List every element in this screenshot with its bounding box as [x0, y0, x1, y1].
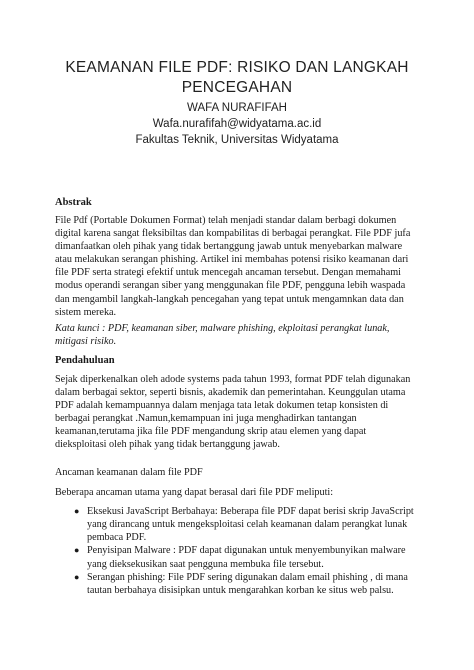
abstract-body: File Pdf (Portable Dokumen Format) telah menjadi standar dalam berbagi dokumen digital karena sangat fleksibiltas dan kompabilitas di berbagai perangkat. File PDF jufa dimanfaatkan oleh pihak yang tidak bertanggung jawab untuk menyebarkan malware atau melakukan serangan phishing. Artikel ini membahas potensi risiko keamanan dari file PDF serta strategi efektif untuk mencegah ancaman tersebut. Dengan memahami modus operandi serangan siber yang menggunakan file PDF, pengguna lebih waspada dan mengambil langkah-langkah pencegahan yang tepat untuk mengamnkan data dan sistem mereka.	[55, 215, 411, 318]
bullet-icon: ●	[74, 545, 80, 556]
threat-item-text: Serangan phishing: File PDF sering digunakan dalam email phishing , di mana tautan berbahaya disisipkan untuk mengarahkan korban ke situs web palsu.	[87, 571, 408, 596]
threats-section	[55, 466, 419, 597]
paper-title-line-1: KEAMANAN FILE PDF: RISIKO DAN LANGKAH	[65, 59, 409, 76]
introduction-body: Sejak diperkenalkan oleh adode systems pada tahun 1993, format PDF telah digunakan dalam berbagai sektor, seperti bisnis, akademik dan pemerintahan. Keunggulan utama PDF adalah kemampuannya dalam menjaga tata letak dokumen tetap konsisten di berbagai perangkat .Namun,kemampuan ini juga menghadirkan tantangan keamanan,terutama jika file PDF mengandung skrip atau elemen yang dapat dieksploitasi oleh pihak yang tidak bertanggung jawab.	[55, 374, 411, 451]
abstract-section	[55, 196, 419, 348]
threat-item-text: Eksekusi JavaScript Berbahaya: Beberapa file PDF dapat berisi skrip JavaScript yang dirancang untuk mengeksploitasi celah keamanan dalam perangkat lunak pembaca PDF.	[87, 506, 414, 544]
paper-header	[40, 58, 434, 148]
list-item	[55, 571, 419, 597]
introduction-section	[55, 354, 419, 452]
paper-title-line-2: PENCEGAHAN	[181, 79, 293, 96]
bullet-icon: ●	[74, 506, 80, 517]
list-item	[55, 544, 419, 570]
abstract-heading: Abstrak	[55, 197, 92, 208]
author-affiliation: Fakultas Teknik, Universitas Widyatama	[135, 134, 339, 146]
threats-list	[55, 505, 419, 597]
author-email: Wafa.nurafifah@widyatama.ac.id	[152, 118, 322, 130]
abstract-keywords: Kata kunci : PDF, keamanan siber, malware phishing, ekploitasi perangkat lunak, mitigasi risiko.	[55, 322, 390, 347]
threats-heading: Ancaman keamanan dalam file PDF	[55, 467, 203, 478]
threat-item-text: Penyisipan Malware : PDF dapat digunakan untuk menyembunyikan malware yang dieksekusikan saat pengguna membuka file tersebut.	[87, 545, 406, 570]
list-item	[55, 505, 419, 544]
threats-lead: Beberapa ancaman utama yang dapat berasal dari file PDF meliputi:	[55, 487, 334, 499]
bullet-icon: ●	[74, 571, 80, 582]
author-name: WAFA NURAFIFAH	[187, 102, 287, 114]
introduction-heading: Pendahuluan	[55, 355, 115, 366]
